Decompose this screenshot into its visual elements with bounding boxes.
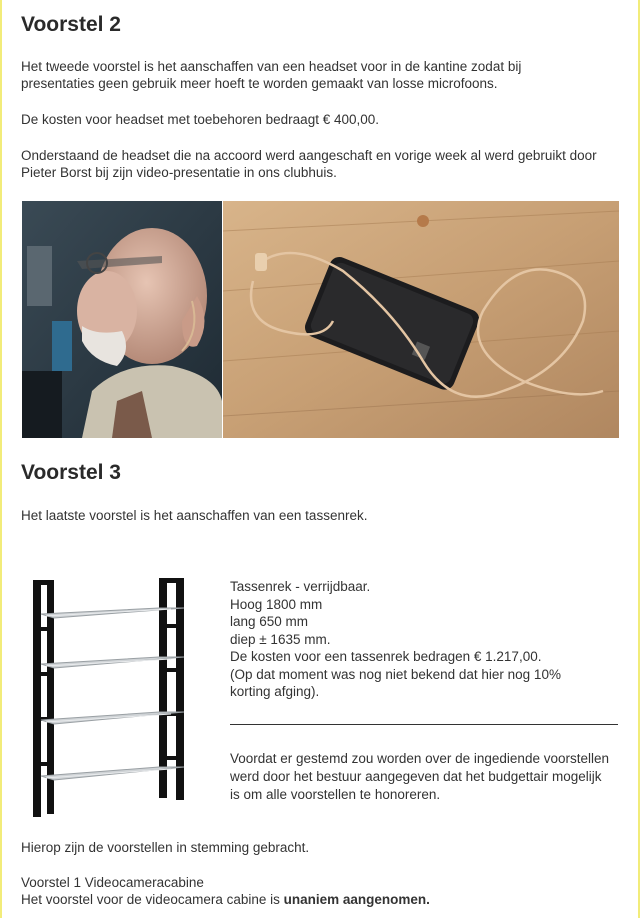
section-2-title: Voorstel 2 — [21, 13, 121, 36]
headset-photo — [223, 201, 619, 438]
presenter-photo — [22, 201, 222, 438]
voting-intro: Hierop zijn de voorstellen in stemming gebracht. — [21, 840, 310, 855]
spec-line: Hoog 1800 mm — [230, 596, 323, 612]
section-2-paragraph-3: Onderstaand de headset die na accoord werd aangeschaft en vorige week al werd gebruikt door Pieter Borst bij zijn video-presentatie in ons clubhuis. — [21, 148, 597, 180]
vote-item-result-line — [21, 891, 611, 908]
divider-line — [230, 724, 618, 725]
section-2-paragraph-1: Het tweede voorstel is het aanschaffen van een headset voor in de kantine zodat bij presentaties geen gebruik meer hoeft te worden gemaakt van losse microfoons. — [21, 59, 522, 91]
spec-line: lang 650 mm — [230, 614, 309, 629]
vote-item-title: Voorstel 1 Videocameracabine — [21, 875, 204, 890]
spec-line: korting afging). — [230, 684, 320, 699]
budget-note: Voordat er gestemd zou worden over de ingediende voorstellen werd door het bestuur aangegeven dat het budgettair mogelijk is om alle voorstellen te honoreren. — [230, 751, 609, 802]
spec-line: De kosten voor een tassenrek bedragen € 1.217,00. — [230, 649, 542, 664]
vote-result: unaniem aangenomen. — [283, 892, 430, 907]
tassenrek-image — [31, 572, 191, 822]
tassenrek-specs — [230, 578, 561, 701]
section-2-paragraph-2: De kosten voor headset met toebehoren bedraagt € 400,00. — [21, 112, 380, 127]
section-3-title: Voorstel 3 — [21, 461, 121, 484]
section-3-intro: Het laatste voorstel is het aanschaffen van een tassenrek. — [21, 508, 368, 523]
spec-line: Tassenrek - verrijdbaar. — [230, 579, 371, 594]
vote-item-text: Het voorstel voor de videocamera cabine is — [21, 892, 284, 907]
spec-line: diep ± 1635 mm. — [230, 631, 331, 647]
spec-line: (Op dat moment was nog niet bekend dat hier nog 10% — [230, 666, 561, 682]
